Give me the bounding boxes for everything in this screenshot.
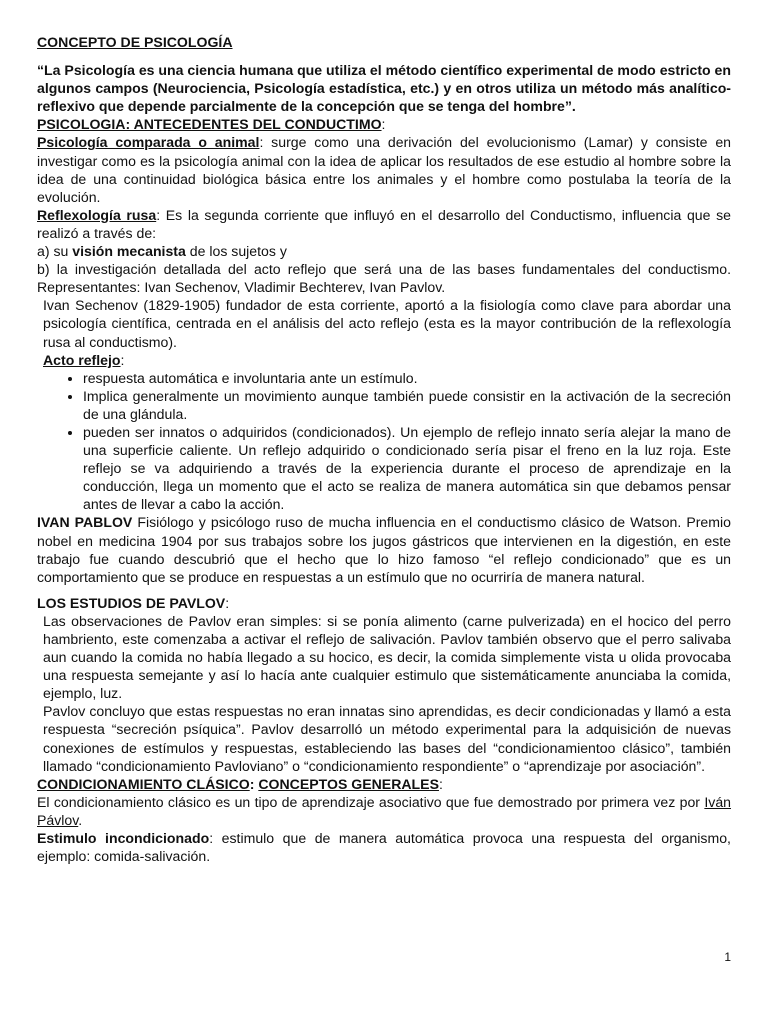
estudios-heading-colon: :: [225, 594, 230, 611]
sechenov-paragraph: Ivan Sechenov (1829-1905) fundador de esta corriente, aportó a la fisiología como clave para abordar una psicología científica, centrada en el análisis del acto reflejo (esta es la mayor contribución de la reflexología rusa al conductismo).: [43, 297, 731, 350]
page-title: CONCEPTO DE PSICOLOGÍA: [37, 34, 233, 50]
pavlov-link[interactable]: Iván Pávlov: [37, 793, 731, 828]
pablov-text: Fisiólogo y psicólogo ruso de mucha influencia en el conductismo clásico de Watson. Premio nobel en medicina 1904 por sus trabajos sobre los jugos gástricos que intervienen en la digestión, en este trabajo fue cuando descubrió que el hecho que lo hizo famoso “el reflejo condicionado” que es un comportamiento que se produce en respuestas a un estímulo que no ocurriría de manera natural.: [37, 514, 731, 585]
estudios-paragraph-2: Pavlov concluyo que estas respuestas no eran innatas sino aprendidas, es decir condicionadas y llamó a esta respuesta “secreción psíquica”. Pavlov desarrolló un método experimental para la adquisición de nuevas conexiones de estímulos y respuestas, estableciendo las bases del “condicionamientoo clásico”, también llamado “condicionamiento Pavloviano” o “condicionamiento respondiente” o “aprendizaje por asociación”.: [43, 703, 731, 774]
estimulo-paragraph: [37, 829, 731, 865]
estudios-heading-text: LOS ESTUDIOS DE PAVLOV: [37, 594, 226, 611]
condicionamiento-heading-colon: :: [438, 775, 443, 792]
reflexologia-text: : Es la segunda corriente que influyó en el desarrollo del Conductismo, influencia que se realizó a través de:: [37, 206, 731, 241]
definition-quote: “La Psicología es una ciencia humana que utiliza el método científico experimental de modo estricto en algunos campos (Neurociencia, Psicología estadística, etc.) y en otros utiliza un método más analítico-reflexivo que depende parcialmente de la concepción que se tenga del hombre”.: [37, 62, 731, 115]
list-item: • Implica generalmente un movimiento aunque también puede consistir en la activación de la secreción de una glándula.: [83, 387, 731, 423]
condicionamiento-intro-pre: El condicionamiento clásico es un tipo de aprendizaje asociativo que fue demostrado por primera vez por: [37, 793, 705, 810]
acto-reflejo-heading-text: Acto reflejo: [43, 351, 121, 368]
comparada-term: Psicología comparada o animal: [37, 134, 260, 151]
item-a: [37, 242, 731, 260]
item-b: b) la investigación detallada del acto reflejo que será una de las bases fundamentales del conductismo. Representantes: Ivan Sechenov, Vladimir Bechterev, Ivan Pavlov.: [37, 261, 731, 296]
list-item: • respuesta automática e involuntaria ante un estímulo.: [83, 369, 731, 387]
estudios-heading: [37, 594, 731, 612]
comparada-paragraph: [37, 133, 731, 205]
acto-reflejo-heading: [37, 351, 731, 369]
estimulo-text: : estimulo que de manera automática provoca una respuesta del organismo, ejemplo: comida-salivación.: [37, 830, 731, 865]
estudios-paragraph-1: Las observaciones de Pavlov eran simples: si se ponía alimento (carne pulverizada) en el hocico del perro hambriento, este comenzaba a activar el reflejo de salivación. Pavlov también observo que el perro salivaba aun cuando la comida no había llegado a su hocico, es decir, la comida simplemente vista u olida provocaba una respuesta semejante y así lo hacía ante cualquier estimulo que sistemáticamente anunciaba la comida, ejemplo, luz.: [43, 612, 731, 702]
antecedentes-heading-colon: :: [381, 116, 386, 133]
condicionamiento-intro-post: .: [78, 811, 83, 828]
pablov-name: IVAN PABLOV: [37, 514, 133, 531]
pablov-paragraph: [37, 513, 731, 585]
comparada-text: : surge como una derivación del evolucionismo (Lamar) y consiste en investigar como es la psicología animal con la idea de aplicar los resultados de ese estudio al hombre sobre la idea de una continuidad biológica básica entre los animales y el hombre como postulaba la teoría de la evolución.: [37, 134, 731, 205]
condicionamiento-heading-b: CONCEPTOS GENERALES: [258, 775, 439, 792]
page-number: 1: [724, 950, 731, 964]
acto-reflejo-heading-colon: :: [120, 351, 125, 368]
condicionamiento-heading: [37, 775, 731, 793]
antecedentes-heading-text: PSICOLOGIA: ANTECEDENTES DEL CONDUCTIMO: [37, 116, 382, 133]
list-item: • pueden ser innatos o adquiridos (condicionados). Un ejemplo de reflejo innato sería alejar la mano de una superficie caliente. Un reflejo adquirido o condicionado sería pisar el freno en la luz roja. Este reflejo se va adquiriendo a través de la experiencia durante el proceso de aprendizaje en la conducción, llega un momento que el acto se realiza de manera automática sin que debamos pensar antes de llevar a cabo la acción.: [83, 423, 731, 513]
acto-reflejo-list: [37, 369, 731, 514]
estimulo-term: Estimulo incondicionado: [37, 830, 210, 847]
condicionamiento-intro: [37, 793, 731, 829]
condicionamiento-heading-sep: :: [249, 775, 259, 792]
reflexologia-term: Reflexología rusa: [37, 206, 157, 223]
condicionamiento-heading-a: CONDICIONAMIENTO CLÁSICO: [37, 775, 250, 792]
item-a-post: de los sujetos y: [185, 243, 287, 260]
antecedentes-heading: [37, 115, 731, 133]
reflexologia-paragraph: [37, 206, 731, 242]
item-a-bold: visión mecanista: [72, 243, 186, 260]
item-a-pre: a) su: [37, 243, 73, 260]
